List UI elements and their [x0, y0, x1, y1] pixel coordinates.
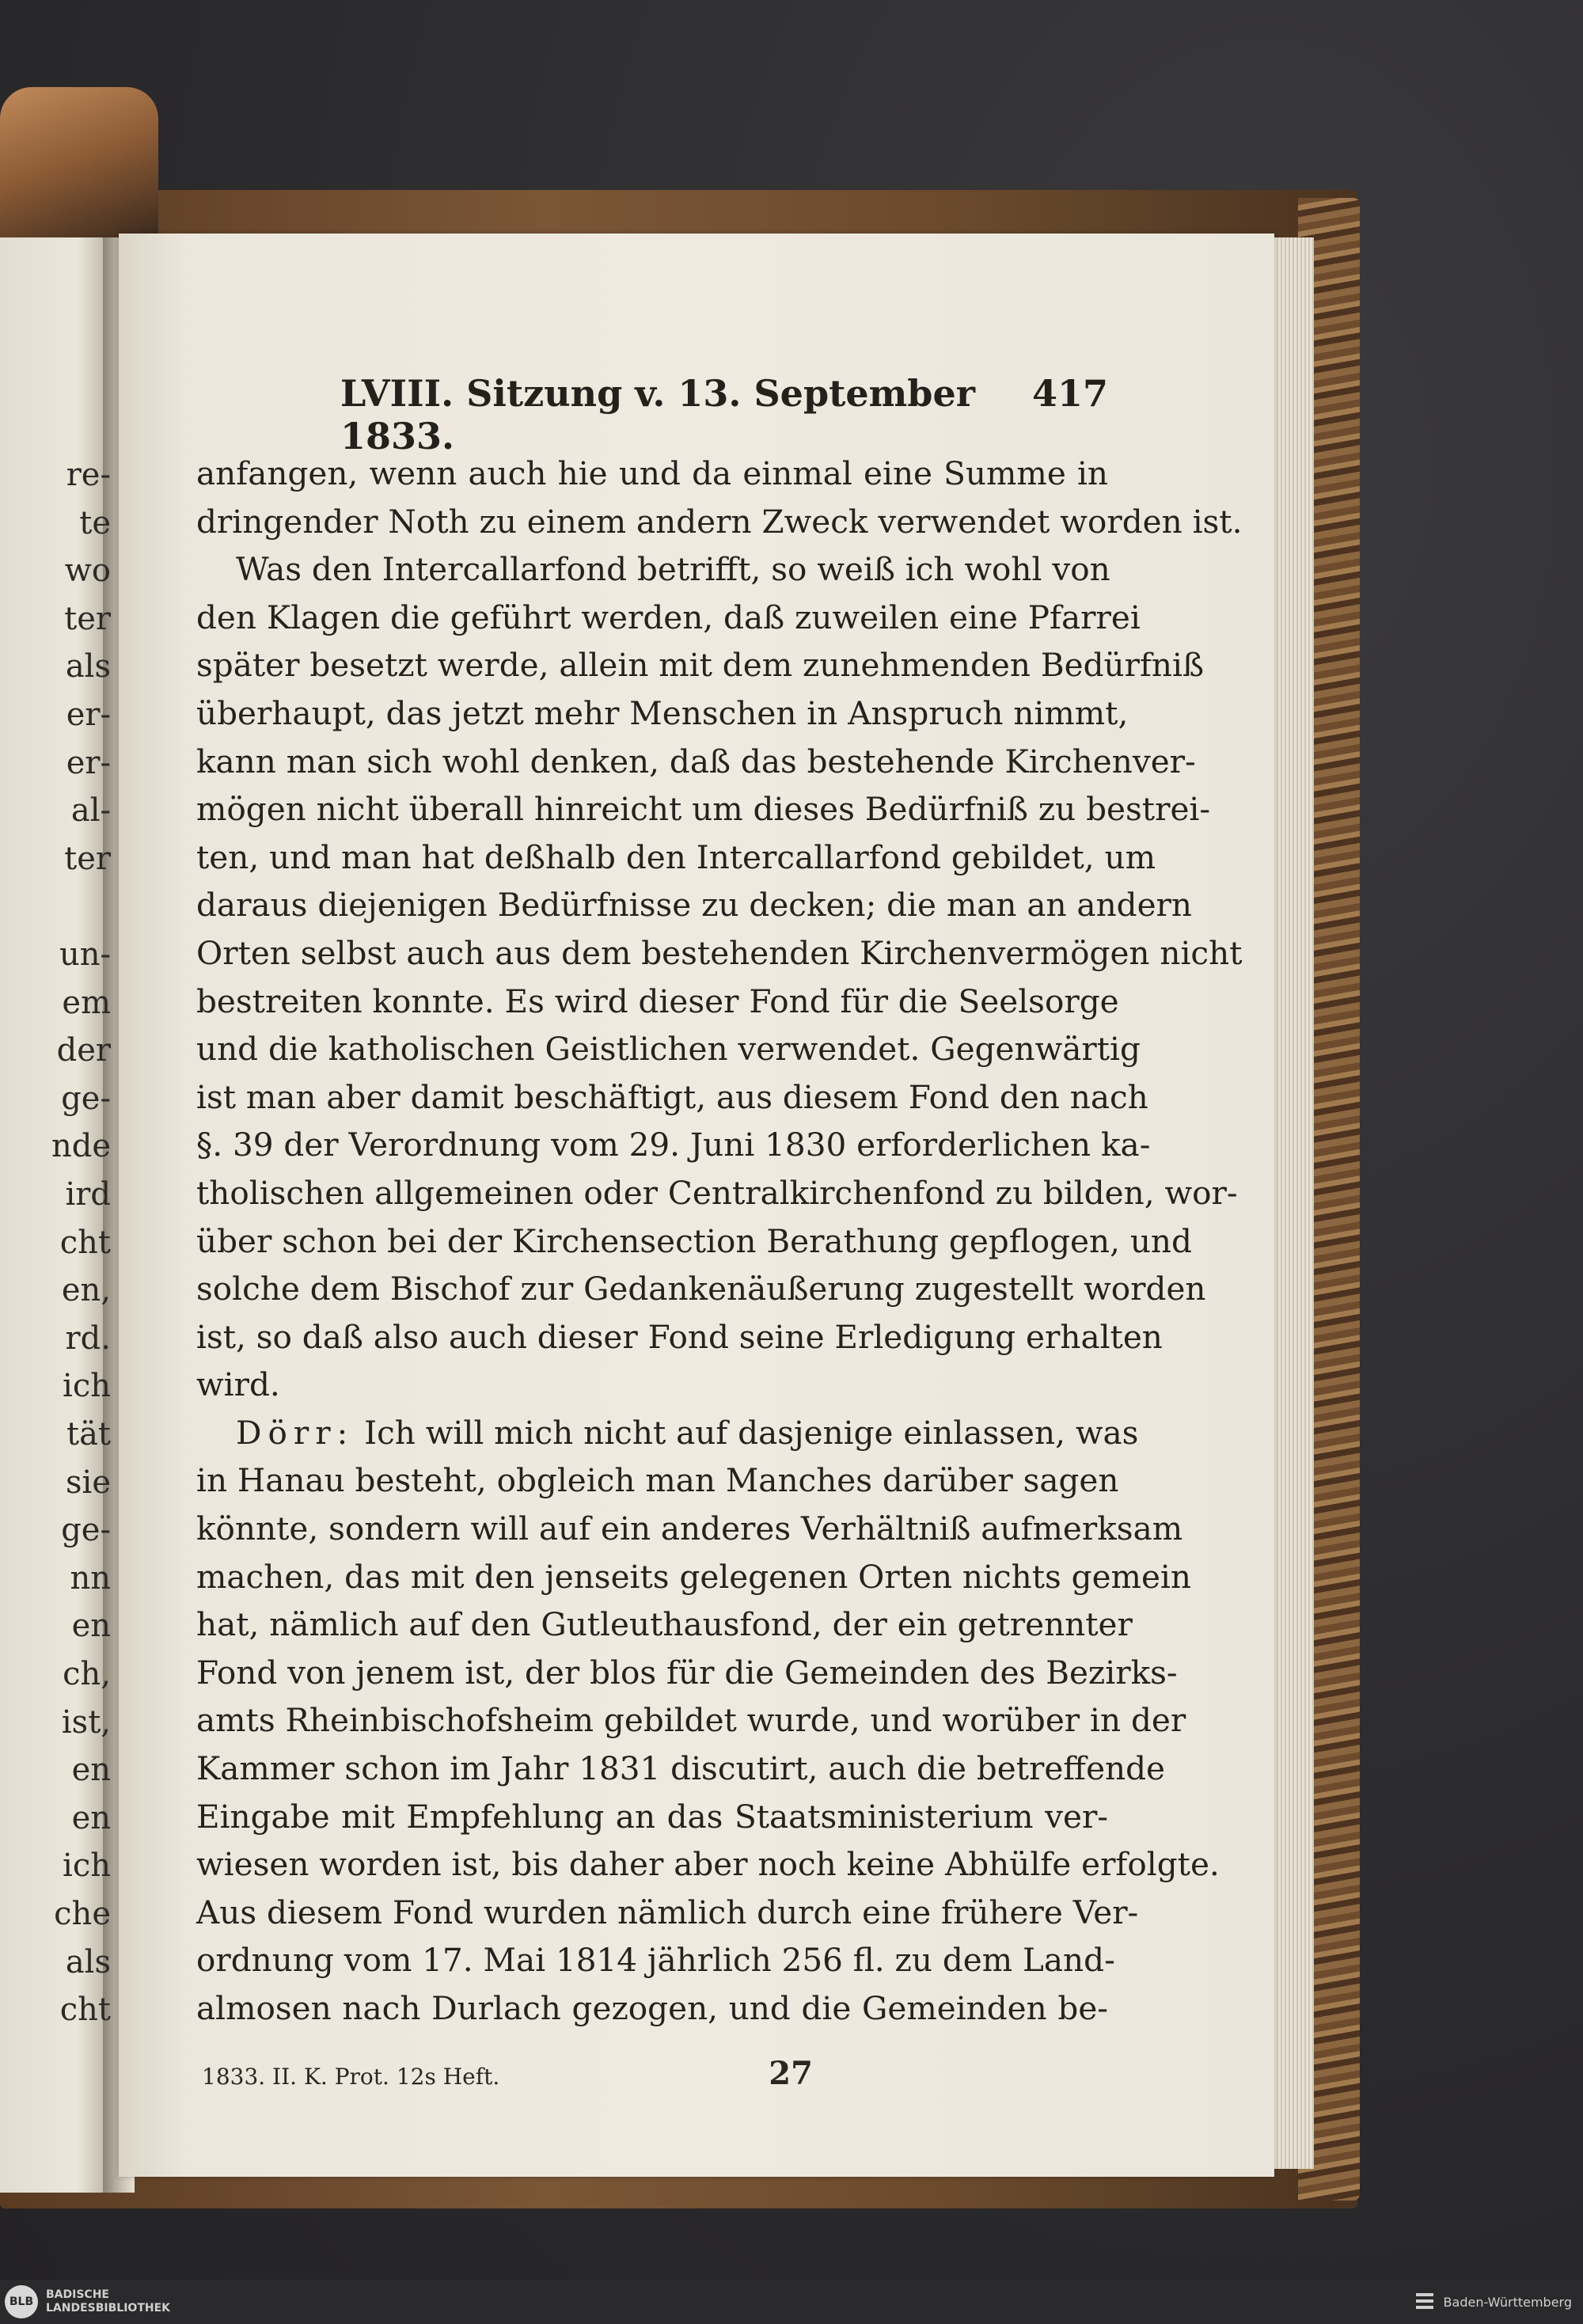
text-line — [196, 689, 1129, 738]
sheet-number: 27 — [769, 2055, 813, 2092]
line-text: dringender Noth zu einem andern Zweck verwendet worden ist. — [196, 502, 1243, 541]
line-text: wird. — [196, 1365, 280, 1404]
line-text: bestreiten konnte. Es wird dieser Fond für die Seelsorge — [196, 982, 1119, 1020]
line-text: mögen nicht überall hinreicht um dieses Bedürfniß zu bestrei- — [196, 790, 1211, 829]
blb-icon: BLB — [5, 2285, 38, 2318]
bw-lions-icon — [1414, 2291, 1436, 2313]
margin-fragment: re- — [66, 457, 111, 493]
bw-label: Baden-Württemberg — [1443, 2294, 1572, 2310]
running-head — [340, 372, 1108, 458]
text-line — [196, 1649, 1178, 1697]
line-text: machen, das mit den jenseits gelegenen Orten nichts gemein — [196, 1557, 1191, 1596]
text-line — [196, 641, 1205, 689]
line-text: §. 39 der Verordnung vom 29. Juni 1830 erforderlichen ka- — [196, 1126, 1151, 1164]
margin-fragment: ge- — [61, 1080, 111, 1117]
page-number: 417 — [1031, 372, 1108, 415]
line-text: ten, und man hat deßhalb den Intercallarfond gebildet, um — [196, 837, 1156, 876]
running-head-title: LVIII. Sitzung v. 13. September 1833. — [340, 372, 975, 458]
margin-fragment: che — [54, 1896, 111, 1932]
margin-fragment: ge- — [61, 1512, 111, 1549]
text-line — [196, 1121, 1151, 1169]
line-text: Orten selbst auch aus dem bestehenden Kirchenvermögen nicht — [196, 933, 1243, 972]
text-line — [196, 1217, 1192, 1266]
bw-logo[interactable] — [1414, 2291, 1572, 2313]
text-line — [196, 498, 1243, 546]
text-line — [196, 1889, 1139, 1937]
margin-fragment: en, — [61, 1272, 111, 1309]
text-line — [196, 450, 1108, 498]
margin-fragment: ch, — [63, 1656, 111, 1692]
text-line — [196, 978, 1119, 1026]
body-text — [196, 450, 1243, 2033]
branding-bar — [0, 2280, 1583, 2324]
margin-fragment: cht — [59, 1224, 111, 1261]
margin-fragment: ter — [64, 600, 111, 637]
text-line — [196, 545, 1108, 594]
blb-wordmark: BADISCHE LANDESBIBLIOTHEK — [46, 2288, 171, 2315]
margin-fragment: al- — [70, 792, 111, 830]
margin-fragment: ird — [65, 1176, 111, 1213]
line-text: und die katholischen Geistlichen verwendet. Gegenwärtig — [196, 1030, 1141, 1069]
margin-fragment: en — [71, 1799, 111, 1836]
margin-fragment: rd. — [65, 1320, 111, 1357]
margin-fragment: en — [71, 1752, 111, 1789]
text-line — [196, 1025, 1141, 1073]
text-line — [196, 1313, 1163, 1361]
text-line — [196, 1553, 1191, 1601]
text-line — [196, 1456, 1119, 1505]
signature-mark: 1833. II. K. Prot. 12s Heft. — [202, 2064, 500, 2090]
text-line — [196, 929, 1243, 978]
margin-fragment: un- — [59, 936, 111, 973]
page-footer — [202, 2055, 914, 2092]
margin-fragment: sie — [66, 1464, 111, 1501]
margin-fragment: ter — [64, 840, 111, 877]
line-text: könnte, sondern will auf ein anderes Verhältniß aufmerksam — [196, 1509, 1183, 1548]
margin-fragment: ich — [63, 1847, 111, 1885]
text-line — [196, 1936, 1115, 1984]
text-line — [196, 1169, 1238, 1217]
line-text: Fond von jenem ist, der blos für die Gemeinden des Bezirks- — [196, 1653, 1178, 1692]
margin-fragment: ich — [63, 1368, 111, 1405]
line-text: hat, nämlich auf den Gutleuthausfond, der ein getrennter — [196, 1605, 1133, 1644]
margin-fragment: wo — [64, 553, 111, 590]
text-line — [196, 1696, 1186, 1745]
text-line — [196, 1840, 1220, 1889]
margin-fragment: als — [65, 648, 111, 685]
text-line — [196, 785, 1211, 834]
line-text: Kammer schon im Jahr 1831 discutirt, auch die betreffende — [196, 1749, 1166, 1788]
line-text: den Klagen die geführt werden, daß zuweilen eine Pfarrei — [196, 598, 1141, 636]
text-line — [196, 1505, 1183, 1553]
line-text: almosen nach Durlach gezogen, und die Gemeinden be- — [196, 1989, 1108, 2027]
text-line — [196, 881, 1192, 929]
text-line — [196, 1601, 1133, 1649]
margin-fragment: als — [65, 1943, 111, 1980]
margin-fragment: der — [56, 1032, 111, 1069]
line-text: tholischen allgemeinen oder Centralkirchenfond zu bilden, wor- — [196, 1173, 1238, 1212]
line-text: ist, so daß also auch dieser Fond seine Erledigung erhalten — [196, 1317, 1163, 1356]
line-text: Aus diesem Fond wurden nämlich durch eine frühere Ver- — [196, 1893, 1139, 1931]
margin-fragment: te — [79, 504, 111, 541]
margin-fragment: ist, — [61, 1703, 111, 1741]
blb-logo[interactable] — [5, 2285, 170, 2318]
line-text: ordnung vom 17. Mai 1814 jährlich 256 fl. zu dem Land- — [196, 1941, 1115, 1980]
text-line — [196, 594, 1141, 642]
speaker-name: Dörr: — [236, 1413, 355, 1452]
line-text: in Hanau besteht, obgleich man Manches darüber sagen — [196, 1461, 1119, 1500]
line-text: über schon bei der Kirchensection Berathung gepflogen, und — [196, 1221, 1192, 1260]
text-line — [196, 834, 1156, 882]
text-line — [196, 1745, 1166, 1793]
line-text: Eingabe mit Empfehlung an das Staatsministerium ver- — [196, 1797, 1108, 1836]
margin-fragment: tät — [66, 1416, 111, 1452]
text-line — [196, 1409, 1139, 1457]
line-text: solche dem Bischof zur Gedankenäußerung zugestellt worden — [196, 1270, 1206, 1308]
line-text: daraus diejenigen Bedürfnisse zu decken; die man an andern — [196, 886, 1192, 925]
line-text: anfangen, wenn auch hie und da einmal eine Summe in — [196, 454, 1108, 492]
text-line — [196, 738, 1196, 786]
text-line — [196, 1361, 1108, 1409]
line-text: Ich will mich nicht auf dasjenige einlassen, was — [354, 1413, 1139, 1452]
line-text: wiesen worden ist, bis daher aber noch keine Abhülfe erfolgte. — [196, 1845, 1220, 1884]
margin-fragment: cht — [59, 1992, 111, 2029]
book-spine — [0, 87, 158, 237]
line-text: Was den Intercallarfond betrifft, so weiß ich wohl von — [236, 550, 1110, 589]
text-line — [196, 1793, 1108, 1841]
margin-fragment: nde — [51, 1128, 111, 1165]
line-text: ist man aber damit beschäftigt, aus diesem Fond den nach — [196, 1077, 1148, 1116]
margin-fragment: en — [71, 1608, 111, 1645]
margin-fragment: em — [62, 984, 111, 1021]
margin-fragment: nn — [70, 1559, 111, 1597]
line-text: amts Rheinbischofsheim gebildet wurde, und worüber in der — [196, 1701, 1186, 1740]
margin-fragment: er- — [66, 744, 111, 781]
margin-fragment: er- — [66, 697, 111, 733]
text-line — [196, 1073, 1148, 1122]
line-text: kann man sich wohl denken, daß das bestehende Kirchenver- — [196, 742, 1196, 780]
line-text: später besetzt werde, allein mit dem zunehmenden Bedürfniß — [196, 646, 1205, 685]
line-text: überhaupt, das jetzt mehr Menschen in Anspruch nimmt, — [196, 693, 1129, 732]
text-line — [196, 1984, 1108, 2033]
text-line — [196, 1265, 1206, 1313]
